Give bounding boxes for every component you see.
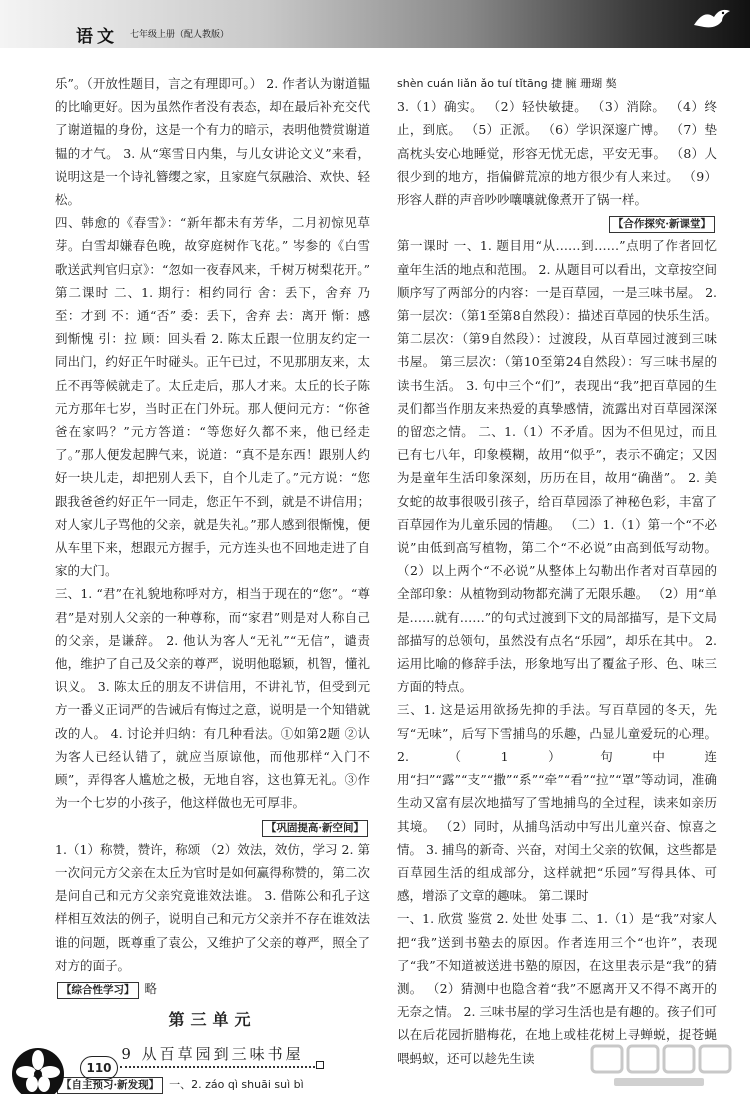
answer-paragraph: 三、1. 这是运用欲扬先抑的手法。写百草园的冬天，先写“无味”，后写下雪捕鸟的乐趣，凸显儿童爱玩的心理。 2.（1）句中连用“扫”“露”“支”“撒”“系”“牵”“看”“拉”“罩”等动词，准确生动又富有层次地描写了雪地捕鸟的全过程，读来如亲历其境。 （2）同时，从捕鸟活动中写出儿童兴奋、惊喜之情。 3. 捕鸟的新奇、兴奋，对闰土父亲的钦佩，这些都是百草园生活的组成部分，这样就把“乐园”写得具体、可感，增添了文章的趣味。 第二课时 — [397, 702, 717, 904]
subject-title: 语文 — [76, 27, 118, 47]
answer-paragraph: 1.（1）称赞，赞许，称颂 （2）效法，效仿，学习 2. 第一次问元方父亲在太丘为官时是如何赢得称赞的，第二次是问自己和元方父亲究竟谁效法谁。 3. 借陈公和孔子这样相互效法的例子，说明自己和元方父亲并不存在谁效法谁的问题，既尊重了袁公，又维护了父亲的尊严，照全了对方的面子。 — [55, 841, 370, 973]
answer-paragraph: 三、1. “君”在礼貌地称呼对方，相当于现在的“您”。“尊君”是对别人父亲的一种尊称，而“家君”则是对人称自己的父亲，是谦辞。 2. 他认为客人“无礼”“无信”，谴责他，维护了自己及父亲的尊严，说明他聪颖，机智，懂礼识义。 3. 陈太丘的朋友不讲信用，不讲礼节，但受到元方一番义正词严的告诫后有悔过之意，说明是一个知错就改的人。 4. 讨论并归纳：有几种看法。①如第2题 ②认为客人已经认错了，就应当原谅他，而他那样“入门不顾”，弄得客人尴尬之极，无地自容，这也算无礼。③作为一个七岁的小孩子，他这样做也无可厚非。 — [55, 586, 370, 811]
section-tag-comprehensive: 【综合性学习】 — [57, 982, 139, 999]
right-column — [397, 72, 717, 1070]
grade-label: 七年级上册（配人教版） — [130, 30, 230, 40]
watermark-logo-icon — [584, 1040, 734, 1090]
flower-icon — [8, 1038, 78, 1094]
answer-paragraph: 3.（1）确实。 （2）轻快敏捷。 （3）消除。 （4）终止，到底。 （5）正派。 （6）学识深邃广博。 （7）垫高枕头安心地睡觉，形容无忧无虑，平安无事。 （8）人很少到的地方，指偏僻荒凉的地方很少有人来过。 （9）形容人群的声音吵吵嚷嚷就像煮开了锅一样。 — [397, 99, 717, 208]
footer-dotted-line — [120, 1066, 315, 1068]
lesson-title: 9 从百草园到三味书屋 — [121, 1045, 304, 1064]
pinyin-line: shèn cuán liǎn ǎo tuí tǐtāng 捷 臃 珊瑚 獒 — [397, 77, 617, 90]
answer-paragraph: 一、1. 欣赏 鉴赏 2. 处世 处事 二、1.（1）是“我”对家人把“我”送到书塾去的原因。作者连用三个“也许”，表现了“我”不知道被送进书塾的原因，在这里表示是“我”的猜测。 （2）猜测中也隐含着“我”不愿离开又不得不离开的无奈之情。 2. 三味书屋的学习生活也是有趣的。孩子们可以在后花园折腊梅花，在地上或桂花树上寻蝉蜕，捉苍蝇喂蚂蚁，还可以趁先生读 — [397, 911, 717, 1066]
left-column — [55, 72, 370, 1096]
page-number: 110 — [80, 1056, 118, 1080]
preview-pinyin: 一、2. záo qì shuāi suì bì — [169, 1078, 304, 1092]
page-header — [0, 0, 750, 50]
bird-icon — [692, 5, 732, 33]
answer-paragraph: 四、韩愈的《春雪》：“新年都未有芳华，二月初惊见草芽。白雪却嫌春色晚，故穿庭树作飞花。” 岑参的《白雪歌送武判官归京》：“忽如一夜春风来，千树万树梨花开。” 第二课时 二、1. 期行：相约同行 舍：丢下，舍弃 乃至：才到 不：通“否” 委：丢下，舍弃 去：离开 惭：感到惭愧 引：拉 顾：回头看 2. 陈太丘跟一位朋友约定一同出门，约好正午时碰头。正午已过，不见那朋友来，太丘不再等候就走了。太丘走后，那人才来。太丘的长子陈元方那年七岁，当时正在门外玩。那人便问元方：“你爸爸在家吗？”元方答道：“等您好久都不来，他已经走了。”那人便发起脾气来，说道：“真不是东西！跟别人约好一块儿走，却把别人丢下，自个儿走了。”元方说：“您跟我爸爸约好正午一同走，您正午不到，就是不讲信用；对人家儿子骂他的父亲，就是失礼。”那人感到很惭愧，便从车里下来，想跟元方握手，元方连头也不回地走进了自家的大门。 — [55, 215, 370, 579]
footer-square — [316, 1061, 324, 1069]
section-tag-preview: 【自主预习·新发现】 — [57, 1077, 163, 1094]
unit-title: 第三单元 — [168, 1010, 257, 1030]
section-tag-consolidate: 【巩固提高·新空间】 — [262, 820, 368, 837]
section-tag-cooperative: 【合作探究·新课堂】 — [609, 216, 715, 233]
answer-paragraph: 第一课时 一、1. 题目用“从……到……”点明了作者回忆童年生活的地点和范围。 2. 从题目可以看出，文章按空间顺序写了两部分的内容：一是百草园，一是三味书屋。 2. 第一层次：（第1至第8自然段）：描述百草园的快乐生活。 第二层次：（第9自然段）：过渡段，从百草园过渡到三味书屋。 第三层次：（第10至第24自然段）：写三味书屋的读书生活。 3. 句中三个“们”，表现出“我”把百草园的生灵们都当作朋友来热爱的真挚感情，流露出对百草园深深的留恋之情。 二、1.（1）不矛盾。因为不但见过，而且已有七八年，印象模糊，故用“似乎”，表示不确定；又因为是童年生活印象深刻，历历在目，故用“确凿”。 2. 美女蛇的故事很吸引孩子，给百草园添了神秘色彩，丰富了百草园作为儿童乐园的情趣。 （二）1.（1）第一个“不必说”由低到高写植物，第二个“不必说”由高到低写动物。 （2）以上两个“不必说”从整体上勾勒出作者对百草园的全部印象：从植物到动物都充满了无限乐趣。 （2）用“单是……就有……”的句式过渡到下文的局部描写，是下文局部描写的总领句，虽然没有点名“乐园”，却乐在其中。 2. 运用比喻的修辞手法，形象地写出了覆盆子形、色、味三方面的特点。 — [397, 238, 717, 695]
comprehensive-answer: 略 — [144, 980, 157, 996]
answer-paragraph: 乐”。（开放性题目，言之有理即可。） 2. 作者认为谢道韫的比喻更好。因为虽然作者没有表态，却在最后补充交代了谢道韫的身份，这是一个有力的暗示，表明他赞赏谢道韫的才气。 3. 从“寒雪日内集，与儿女讲论文义”来看，说明这是一个诗礼簪缨之家，且家庭气氛融洽、欢快、轻松。 — [55, 76, 370, 208]
